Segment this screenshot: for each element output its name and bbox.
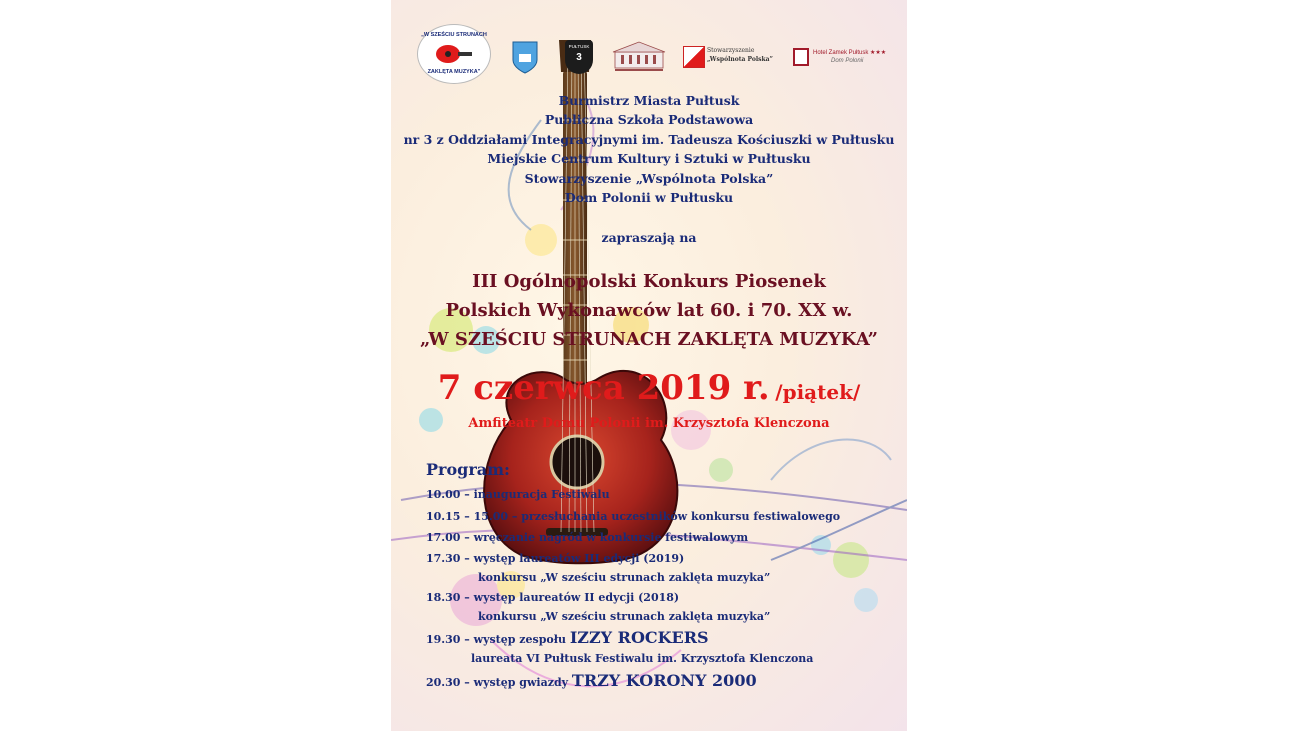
- hotel-emblem-icon: [793, 48, 809, 66]
- event-title-line: III Ogólnopolski Konkurs Piosenek: [472, 271, 826, 292]
- program-item: [426, 628, 709, 647]
- organizer-line: Publiczna Szkoła Podstawowa: [544, 112, 754, 127]
- program-time: 19.30 – występ zespołu: [426, 633, 566, 646]
- program-time: 20.30 – występ gwiazdy: [426, 676, 569, 689]
- program-item: konkursu „W sześciu strunach zaklęta muzyka”: [478, 610, 771, 623]
- organizer-line: Stowarzyszenie „Wspólnota Polska”: [524, 171, 774, 186]
- culture-center-building-icon: [611, 40, 667, 74]
- sponsor-logos: [411, 22, 901, 88]
- event-title-line: Polskich Wykonawców lat 60. i 70. XX w.: [445, 300, 853, 321]
- school-shield-logo: PUŁTUSK 3: [565, 40, 593, 74]
- invite-text: zapraszają na: [601, 230, 697, 245]
- event-title-line: „W SZEŚCIU STRUNACH ZAKLĘTA MUZYKA”: [420, 329, 878, 350]
- event-venue: Amfiteatr Domu Polonii im. Krzysztofa Klenczona: [468, 416, 830, 431]
- band-name: TRZY KORONY 2000: [571, 671, 757, 690]
- guitar-logo-icon: [434, 43, 474, 65]
- program-heading: Program:: [426, 460, 510, 479]
- organizer-line: nr 3 z Oddziałami Integracyjnymi im. Tadeusza Kościuszki w Pułtusku: [403, 132, 895, 147]
- program-item: 17.30 – występ laureatów III edycji (2019): [426, 552, 685, 565]
- poster: [391, 0, 907, 731]
- polish-flag-icon: [683, 46, 705, 68]
- organizer-line: Burmistrz Miasta Pułtusk: [558, 93, 740, 108]
- festival-logo: „W SZEŚCIU STRUNACH ZAKLĘTA MUZYKA”: [417, 24, 491, 84]
- hotel-zamek-logo: Hotel Zamek Pułtusk ★★★ Dom Polonii: [793, 46, 901, 72]
- event-day: /piątek/: [775, 380, 861, 404]
- program-item: 17.00 – wręczanie nagród w konkursie festiwalowym: [426, 531, 749, 544]
- program-item: 10.15 – 15.00 – przesłuchania uczestników konkursu festiwalowego: [426, 510, 841, 523]
- program-item: [426, 671, 757, 690]
- stowarzyszenie-logo: Stowarzyszenie „Wspólnota Polska”: [683, 44, 783, 70]
- event-date-main: 7 czerwca 2019 r.: [437, 368, 770, 408]
- band-name: IZZY ROCKERS: [569, 628, 709, 647]
- organizer-line: Miejskie Centrum Kultury i Sztuki w Pułtusku: [487, 151, 811, 166]
- pultusk-coat-of-arms-icon: [511, 40, 539, 74]
- event-date: [391, 368, 907, 408]
- program-item: 18.30 – występ laureatów II edycji (2018): [426, 591, 680, 604]
- program-item: laureata VI Pułtusk Festiwalu im. Krzysztofa Klenczona: [471, 652, 814, 665]
- program-item: konkursu „W sześciu strunach zaklęta muzyka”: [478, 571, 771, 584]
- organizer-line: Dom Polonii w Pułtusku: [564, 190, 734, 205]
- program-item: 10.00 – inauguracja Festiwalu: [426, 488, 610, 501]
